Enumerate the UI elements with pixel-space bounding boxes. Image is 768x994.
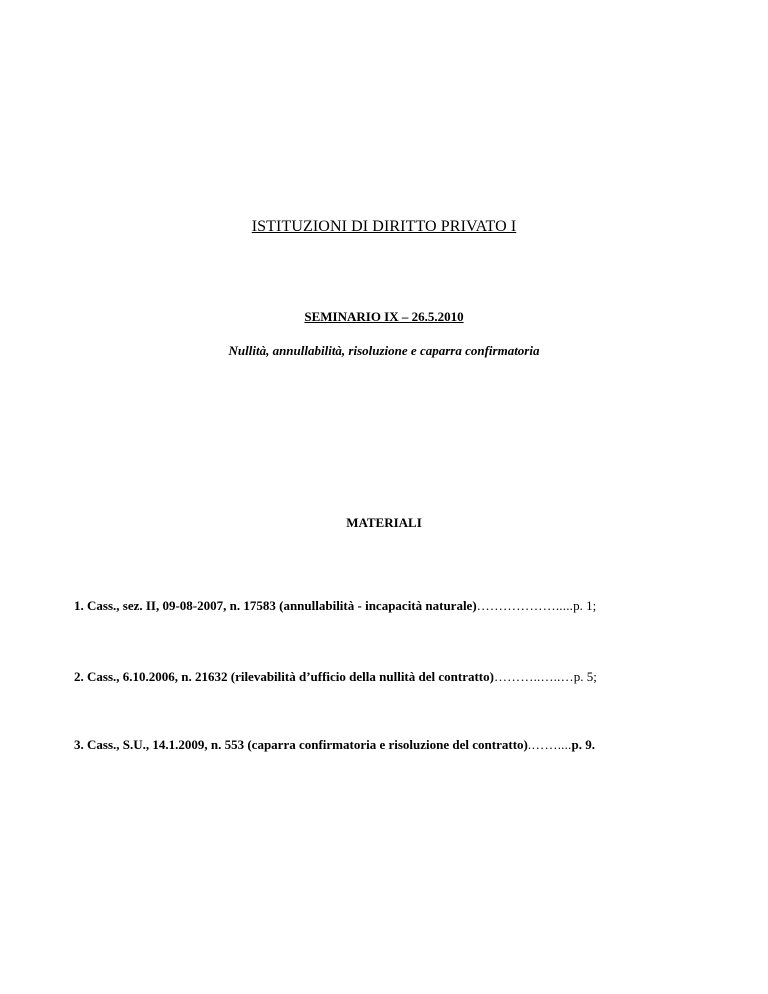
material-item-1 (74, 598, 754, 614)
seminar-title: SEMINARIO IX – 26.5.2010 (304, 309, 464, 324)
dot-leader: .…….... (527, 737, 572, 752)
material-item-3 (74, 737, 754, 753)
material-item-text: 1. Cass., sez. II, 09-08-2007, n. 17583 (annullabilità - incapacità naturale) (74, 598, 477, 613)
page-reference: p. 1; (573, 598, 597, 613)
page-reference: p. 9. (571, 737, 595, 752)
seminar-subtitle: Nullità, annullabilità, risoluzione e caparra confirmatoria (228, 343, 540, 358)
material-item-text: 2. Cass., 6.10.2006, n. 21632 (rilevabilità d’ufficio della nullità del contratto) (74, 669, 494, 684)
course-title: ISTITUZIONI DI DIRITTO PRIVATO I (251, 218, 517, 235)
dot-leader: ………..…..… (493, 669, 574, 684)
material-item-2 (74, 669, 754, 685)
materials-heading: MATERIALI (346, 515, 422, 530)
material-item-text: 3. Cass., S.U., 14.1.2009, n. 553 (caparra confirmatoria e risoluzione del contratto) (74, 737, 528, 752)
dot-leader: ………………..... (476, 598, 574, 613)
page-reference: p. 5; (573, 669, 597, 684)
